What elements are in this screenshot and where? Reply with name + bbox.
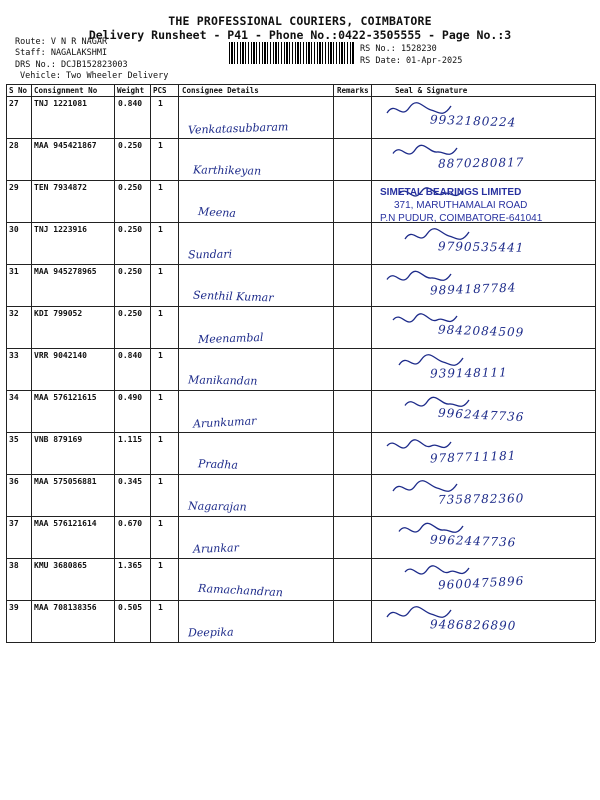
signature-scribble [385, 266, 455, 290]
signature-phone: 9790535441 [437, 239, 525, 255]
weight-value: 1.365 [118, 561, 143, 570]
row-divider [6, 180, 595, 181]
signature-scribble [403, 392, 473, 416]
pcs-value: 1 [158, 267, 163, 276]
weight-value: 0.840 [118, 99, 143, 108]
pcs-value: 1 [158, 561, 163, 570]
weight-value: 0.490 [118, 393, 143, 402]
row-divider [6, 558, 595, 559]
drs-label: DRS No.: DCJB152823003 [15, 60, 128, 70]
row-sno: 38 [9, 561, 19, 570]
consignee-name: Meenambal [197, 330, 264, 347]
col-header-weight: Weight [117, 86, 145, 95]
signature-scribble [391, 140, 461, 164]
row-divider [6, 390, 595, 391]
row-sno: 31 [9, 267, 19, 276]
pcs-value: 1 [158, 519, 163, 528]
consignment-number: TEN 7934872 [34, 183, 87, 192]
consignment-number: MAA 708138356 [34, 603, 97, 612]
signature-phone: 9962447736 [437, 405, 525, 425]
row-sno: 33 [9, 351, 19, 360]
row-divider [6, 474, 595, 475]
weight-value: 0.670 [118, 519, 143, 528]
consignment-number: MAA 576121615 [34, 393, 97, 402]
signature-phone: 939148111 [429, 365, 508, 381]
consignee-name: Karthikeyan [192, 163, 262, 178]
consignment-number: MAA 575056881 [34, 477, 97, 486]
weight-value: 0.345 [118, 477, 143, 486]
signature-scribble [397, 518, 467, 542]
stamp-line-2: 371, MARUTHAMALAI ROAD [394, 200, 528, 211]
route-label: Route: V N R NAGAR [15, 37, 108, 47]
signature-scribble [391, 476, 461, 500]
consignment-number: TNJ 1223916 [34, 225, 87, 234]
signature-phone: 9842084509 [437, 322, 525, 340]
pcs-value: 1 [158, 603, 163, 612]
row-sno: 29 [9, 183, 19, 192]
signature-phone: 9962447736 [429, 532, 517, 550]
signature-phone: 9787711181 [429, 448, 517, 466]
col-header-remarks: Remarks [337, 86, 369, 95]
row-divider [6, 600, 595, 601]
staff-label: Staff: NAGALAKSHMI [15, 48, 108, 58]
runsheet-title: Delivery Runsheet - P41 - Phone No.:0422-3505555 - Page No.:3 [88, 28, 512, 42]
consignee-name: Arunkumar [192, 414, 257, 431]
row-sno: 37 [9, 519, 19, 528]
signature-scribble [397, 350, 467, 374]
vehicle-label: Vehicle: Two Wheeler Delivery [20, 71, 169, 81]
col-header-pcs: PCS [153, 86, 167, 95]
consignment-number: VNB 879169 [34, 435, 83, 444]
weight-value: 0.250 [118, 225, 143, 234]
weight-value: 0.250 [118, 141, 143, 150]
row-sno: 32 [9, 309, 19, 318]
row-sno: 39 [9, 603, 19, 612]
signature-scribble [385, 602, 455, 626]
consignment-number: VRR 9042140 [34, 351, 87, 360]
col-header-consignee: Consignee Details [182, 86, 259, 95]
rs-date: RS Date: 01-Apr-2025 [360, 56, 463, 66]
consignee-name: Deepika [187, 625, 234, 640]
consignee-name: Venkatasubbaram [187, 120, 289, 137]
weight-value: 0.250 [118, 267, 143, 276]
signature-phone: 9600475896 [437, 573, 525, 593]
pcs-value: 1 [158, 225, 163, 234]
rs-number: RS No.: 1528230 [360, 44, 437, 54]
weight-value: 1.115 [118, 435, 143, 444]
consignee-name: Sundari [187, 247, 233, 262]
pcs-value: 1 [158, 393, 163, 402]
row-divider [6, 348, 595, 349]
company-title: THE PROFESSIONAL COURIERS, COIMBATORE [168, 14, 432, 28]
signature-phone: 8870280817 [437, 155, 525, 171]
pcs-value: 1 [158, 351, 163, 360]
signature-scribble [391, 308, 461, 332]
signature-phone: 9486826890 [429, 617, 517, 633]
row-divider [6, 516, 595, 517]
row-divider [6, 264, 595, 265]
col-header-sno: S No [9, 86, 28, 95]
signature-phone: 9894187784 [429, 280, 517, 298]
signature-phone: 9932180224 [429, 112, 517, 130]
col-header-consignment: Consignment No [34, 86, 98, 95]
consignment-number: MAA 945421867 [34, 141, 97, 150]
row-sno: 34 [9, 393, 19, 402]
consignee-name: Nagarajan [187, 499, 247, 514]
company-stamp [380, 186, 542, 225]
weight-value: 0.505 [118, 603, 143, 612]
pcs-value: 1 [158, 99, 163, 108]
row-divider [6, 432, 595, 433]
barcode [229, 42, 355, 64]
stamp-line-1: SIMETAL BEARINGS LIMITED [380, 187, 522, 198]
signature-scribble [385, 434, 455, 458]
consignment-number: MAA 576121614 [34, 519, 97, 528]
signature-scribble [403, 224, 473, 248]
pcs-value: 1 [158, 141, 163, 150]
weight-value: 0.840 [118, 351, 143, 360]
row-divider [6, 138, 595, 139]
pcs-value: 1 [158, 309, 163, 318]
stamp-line-3: P.N PUDUR, COIMBATORE-641041 [380, 213, 543, 224]
consignee-name: Manikandan [187, 373, 258, 388]
consignment-number: TNJ 1221081 [34, 99, 87, 108]
consignment-number: KMU 3680865 [34, 561, 87, 570]
consignee-name: Senthil Kumar [192, 288, 274, 305]
consignee-name: Meena [197, 205, 237, 220]
weight-value: 0.250 [118, 183, 143, 192]
signature-scribble [403, 560, 473, 584]
pcs-value: 1 [158, 183, 163, 192]
consignee-name: Arunkar [192, 541, 240, 556]
col-header-signature: Seal & Signature [395, 86, 468, 95]
row-sno: 30 [9, 225, 19, 234]
consignment-number: MAA 945278965 [34, 267, 97, 276]
row-sno: 28 [9, 141, 19, 150]
weight-value: 0.250 [118, 309, 143, 318]
row-sno: 27 [9, 99, 19, 108]
consignment-number: KDI 799052 [34, 309, 83, 318]
signature-phone: 7358782360 [437, 491, 525, 507]
row-sno: 35 [9, 435, 19, 444]
consignee-name: Pradha [197, 457, 239, 472]
signature-scribble [385, 98, 455, 122]
consignee-name: Ramachandran [197, 581, 284, 600]
pcs-value: 1 [158, 477, 163, 486]
row-divider [6, 306, 595, 307]
row-sno: 36 [9, 477, 19, 486]
pcs-value: 1 [158, 435, 163, 444]
